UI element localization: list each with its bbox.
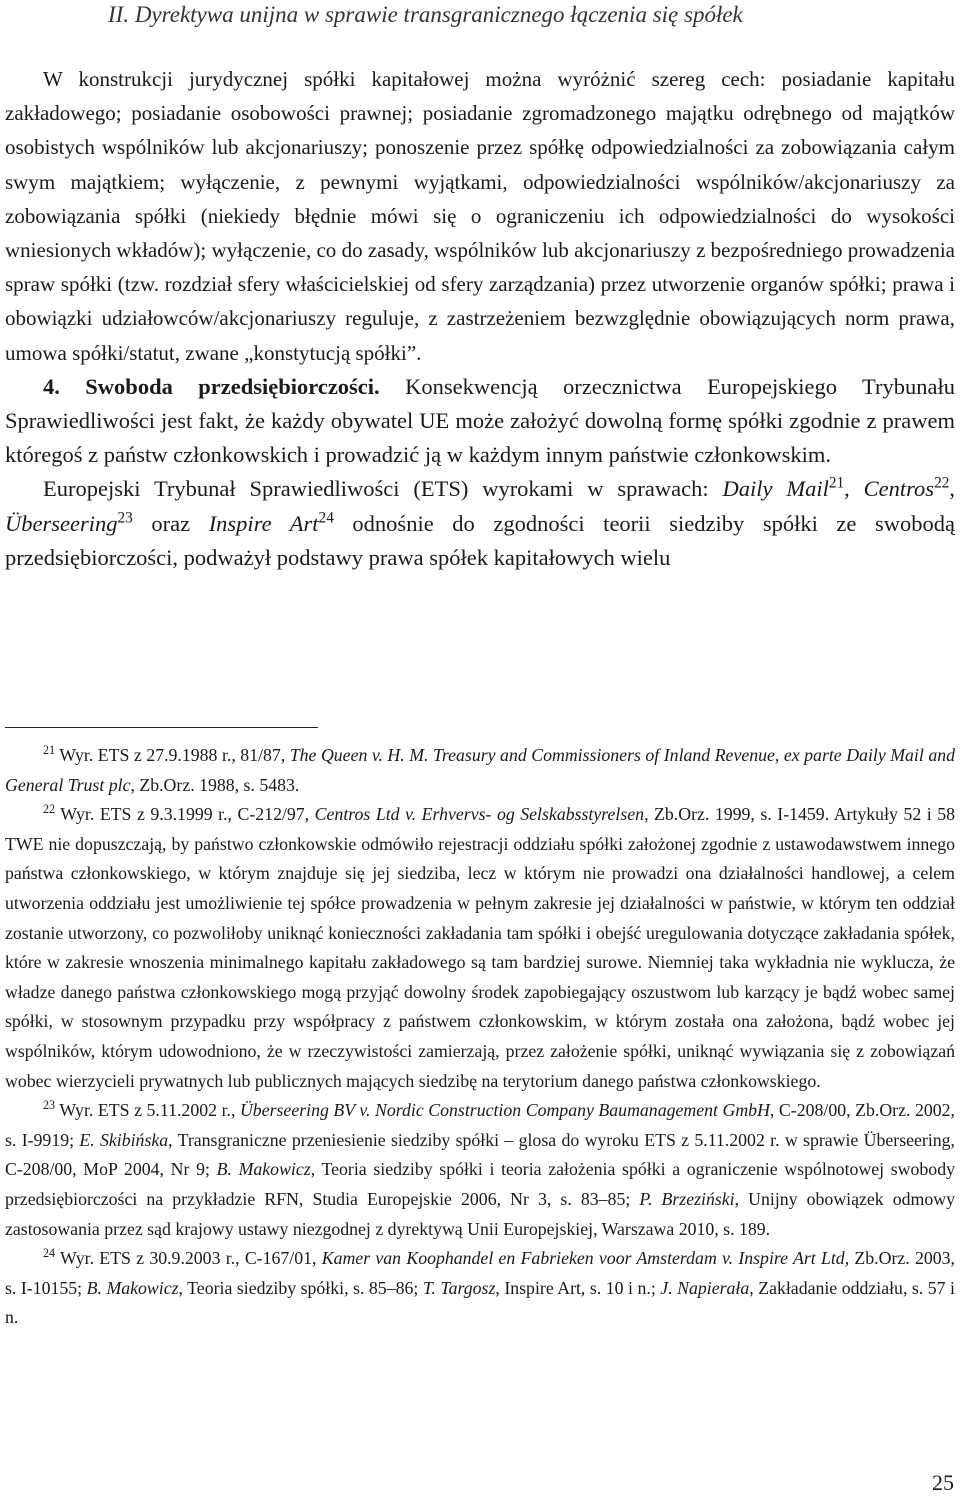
footnote-number: 21 [43, 743, 56, 758]
footnote-text: Wyr. ETS z 9.3.1999 r., C-212/97, [55, 804, 315, 825]
footnote-text: , Teoria siedziby spółki i teoria założenia spółki a ograniczenie wspólnotowej swobody przedsiębiorczości na przykładzie RFN, Studia Europejskie 2006, Nr 3, s. 83–85; [5, 1159, 955, 1209]
paragraph-3 [5, 472, 955, 575]
case-name: Überseering [5, 510, 118, 536]
footnote-text: , C-208/00, Zb.Orz. 2002, s. I-9919; [5, 1100, 955, 1150]
case-name: Centros [863, 476, 935, 502]
footnote-text: , Zb.Orz. 1988, s. 5483. [130, 774, 300, 795]
author-name: P. Brzeziński [639, 1188, 735, 1209]
footnote-text: , Transgraniczne przeniesienie siedziby spółki – glosa do wyroku ETS z 5.11.2002 r. w sprawie Überseering, C-208/00, MoP 2004, Nr 9; [5, 1129, 955, 1180]
footnote-text: Wyr. ETS z 27.9.1988 r., 81/87, [55, 745, 290, 765]
footnote-ref[interactable]: 24 [318, 509, 334, 527]
footnote-text: Wyr. ETS z 5.11.2002 r., [55, 1100, 240, 1121]
footnote-22 [5, 800, 955, 1096]
paragraph-1: W konstrukcji jurydycznej spółki kapitałowej można wyróżnić szereg cech: posiadanie kapitału zakładowego; posiadanie osobowości prawnej; posiadanie zgromadzonego majątku odrębnego od majątków osobistych wspólników lub akcjonariuszy; ponoszenie przez spółkę odpowiedzialności za zobowiązania całym swym majątkiem; wyłączenie, z pewnymi wyjątkami, odpowiedzialności wspólników/akcjonariuszy za zobowiązania spółki (niekiedy błędnie mówi się o ograniczeniu ich odpowiedzialności do wysokości wniesionych wkładów); wyłączenie, co do zasady, wspólników lub akcjonariuszy z bezpośredniego prowadzenia spraw spółki (tzw. rozdział sfery właścicielskiej od sfery zarządzania) przez utworzenie organów spółki; prawa i obowiązki udziałowców/akcjonariuszy reguluje, z zastrzeżeniem bezwzględnie obowiązujących norm prawa, umowa spółki/statut, zwane „konstytucją spółki”. [5, 67, 955, 365]
footnote-21 [5, 741, 955, 800]
footnote-number: 23 [43, 1098, 56, 1113]
footnote-text: , Zakładanie oddziału, s. 57 i n. [5, 1277, 955, 1328]
paragraph-3-text: odnośnie do zgodności teorii siedziby spółki ze swobodą przedsiębiorczości, podważył podstawy prawa spółek kapitałowych wielu [5, 510, 955, 570]
footnote-number: 24 [43, 1246, 56, 1261]
paragraph-3-text: , [844, 476, 864, 502]
section-heading: 4. Swoboda przedsiębiorczości. [43, 373, 380, 399]
case-name: Centros Ltd v. Erhvervs- og Selskabsstyrelsen [314, 804, 645, 825]
footnote-text: , Unijny obowiązek odmowy zastosowania przez sąd krajowy ustawy niezgodnej z dyrektywą Unii Europejskiej, Warszawa 2010, s. 189. [5, 1188, 955, 1239]
footnote-separator [5, 727, 318, 728]
footnote-24 [5, 1244, 955, 1333]
author-name: E. Skibińska [79, 1129, 169, 1150]
case-name: Daily Mail [722, 476, 829, 502]
paragraph-2 [5, 370, 955, 473]
running-head: II. Dyrektywa unijna w sprawie transgranicznego łączenia się spółek [108, 2, 743, 27]
paragraph-3-text: , [949, 476, 955, 502]
paragraph-2-text: Konsekwencją orzecznictwa Europejskiego Trybunału Sprawiedliwości jest fakt, że każdy obywatel UE może założyć dowolną formę spółki zgodnie z prawem któregoś z państw członkowskich i prowadzić ją w każdym innym państwie członkowskim. [5, 373, 955, 468]
case-name: Kamer van Koophandel en Fabrieken voor Amsterdam v. Inspire Art Ltd [321, 1248, 845, 1269]
footnote-ref[interactable]: 22 [934, 474, 950, 492]
footnotes [5, 741, 955, 1333]
paragraph-3-text: oraz [132, 510, 209, 536]
main-text [5, 62, 955, 575]
case-name: Inspire Art [208, 510, 319, 536]
author-name: B. Makowicz [86, 1277, 179, 1298]
paragraph-3-text: Europejski Trybunał Sprawiedliwości (ETS) wyrokami w sprawach: [43, 476, 723, 502]
footnote-23 [5, 1096, 955, 1244]
footnote-ref[interactable]: 23 [117, 509, 133, 527]
case-name: The Queen v. H. M. Treasury and Commissioners of Inland Revenue, ex parte Daily Mail and General Trust plc [5, 745, 955, 795]
author-name: B. Makowicz [216, 1159, 311, 1180]
footnote-text: , Inspire Art, s. 10 i n.; [495, 1277, 661, 1298]
author-name: J. Napierała [660, 1277, 750, 1298]
footnote-text: , Zb.Orz. 1999, s. I-1459. Artykuły 52 i 58 TWE nie dopuszczają, by państwo członkowskie odmówiło rejestracji oddziału spółki założonej zgodnie z ustawodawstwem innego państwa członkowskiego, w którym znajduje się jej siedziba, lecz w którym nie prowadzi ona działalności handlowej, a celem utworzenia oddziału jest umożliwienie tej spółce prowadzenia w pełnym zakresie jej działalności w państwie, w którym ten oddział zostanie utworzony, co pozwoliłoby uniknąć konieczności zakładania tam spółki i obejść uregulowania dotyczące zakładania spółek, które w zakresie wnoszenia minimalnego kapitału zakładowego są tam bardziej surowe. Niemniej taka wykładnia nie wyklucza, że władze danego państwa członkowskiego mogą przyjąć dowolny środek zapobiegający oszustwom lub karzący je bądź wobec samej spółki, w stosownym przypadku przy współpracy z państwem członkowskim, w którym została ona założona, bądź wobec jej wspólników, którym udowodniono, że w rzeczywistości zamierzają, przez założenie spółki, uniknąć wywiązania się z zobowiązań wobec wierzycieli prywatnych lub publicznych mających siedzibę na terytorium danego państwa członkowskiego. [5, 804, 955, 1091]
author-name: T. Targosz [422, 1277, 496, 1298]
footnote-ref[interactable]: 21 [828, 474, 845, 492]
footnote-text: , Zb.Orz. 2003, s. I-10155; [5, 1248, 955, 1298]
footnote-text: Wyr. ETS z 30.9.2003 r., C-167/01, [55, 1248, 322, 1269]
case-name: Überseering BV v. Nordic Construction Company Baumanagement GmbH [239, 1100, 770, 1121]
footnote-text: , Teoria siedziby spółki, s. 85–86; [178, 1277, 423, 1298]
footnote-number: 22 [43, 802, 56, 817]
page-number: 25 [932, 1470, 954, 1495]
